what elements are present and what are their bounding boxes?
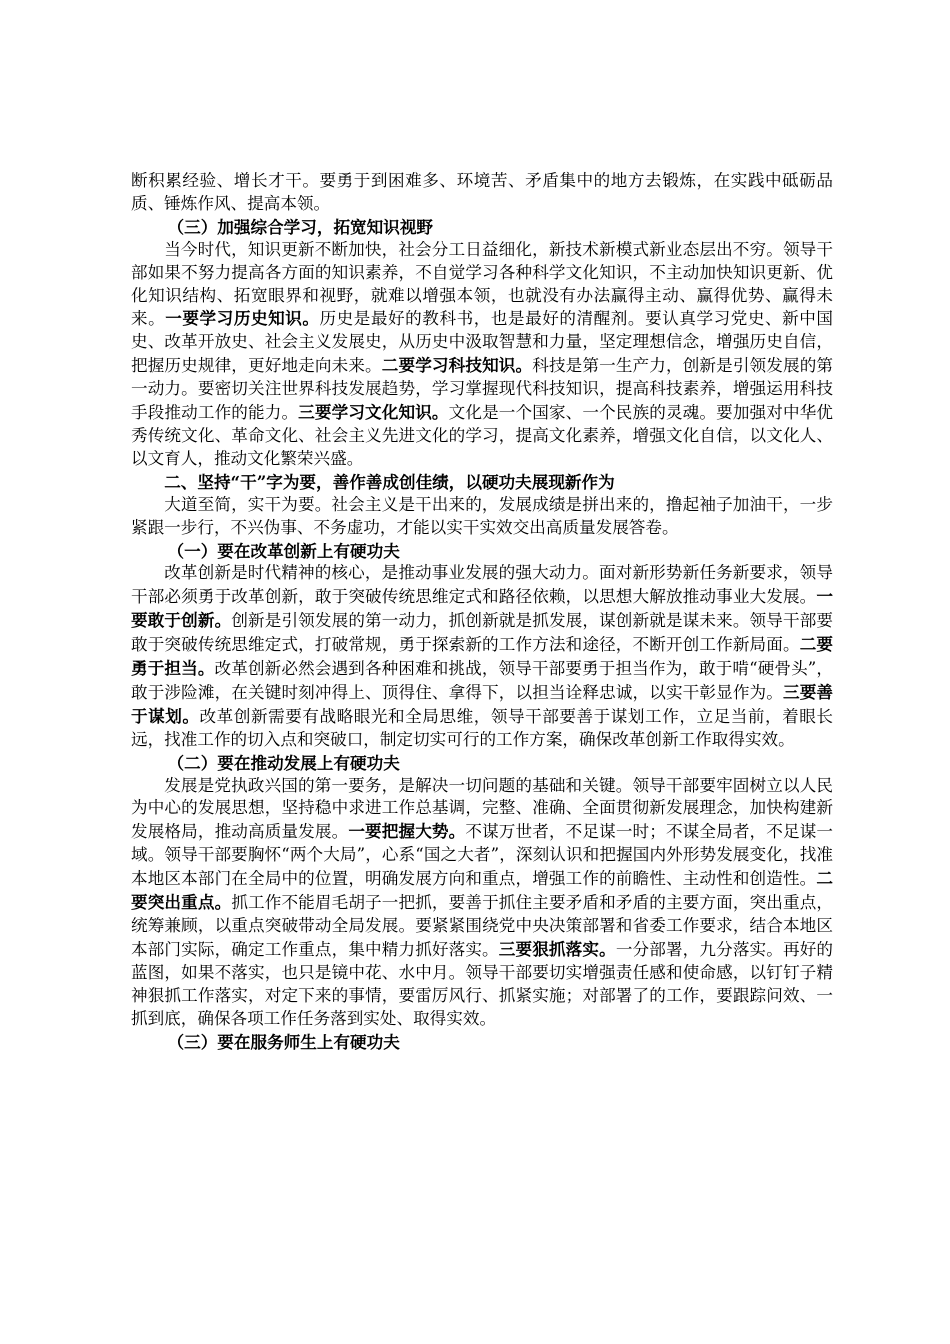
paragraph-text: （二）要在推动发展上有硬功夫 <box>167 752 400 773</box>
paragraph-text: 改革创新必然会遇到各种困难和挑战，领导干部要勇于担当作为，敢于啃“硬骨头”，敢于涉险滩，在关键时刻冲得上、顶得住、拿得下，以担当诠释忠诚，以实干彰显作为。 <box>131 659 833 702</box>
bold-lead-phrase: 一要敢于创新。 <box>131 586 833 631</box>
body-paragraph <box>131 170 833 216</box>
section-heading <box>131 471 833 494</box>
paragraph-text: 大道至简，实干为要。社会主义是干出来的，发展成绩是拼出来的，撸起袖子加油干，一步紧跟一步行，不兴伪事、不务虚功，才能以实干实效交出高质量发展答卷。 <box>131 494 833 537</box>
subsection-heading <box>131 216 833 239</box>
paragraph-text: 二、坚持“干”字为要，善作善成创佳绩，以硬功夫展现新作为 <box>164 471 615 492</box>
body-paragraph <box>131 775 833 1031</box>
subsection-heading <box>131 540 833 563</box>
paragraph-text: 一分部署，九分落实。再好的蓝图，如果不落实，也只是镜中花、水中月。领导干部要切实增强责任感和使命感，以钉钉子精神狠抓工作落实，对定下来的事情，要雷厉风行、抓紧实施；对部署了的工作，要跟踪问效、一抓到底，确保各项工作任务落到实处、取得实效。 <box>131 939 834 1028</box>
paragraph-text: （三）要在服务师生上有硬功夫 <box>167 1031 400 1052</box>
paragraph-text: 文化是一个国家、一个民族的灵魂。要加强对中华优秀传统文化、革命文化、社会主义先进文化的学习，提高文化素养，增强文化自信，以文化人、以文育人，推动文化繁荣兴盛。 <box>131 403 834 468</box>
paragraph-text: 发展是党执政兴国的第一要务，是解决一切问题的基础和关键。领导干部要牢固树立以人民为中心的发展思想，坚持稳中求进工作总基调，完整、准确、全面贯彻新发展理念，加快构建新发展格局，推动高质量发展。 <box>131 775 833 842</box>
bold-lead-phrase: 一要学习历史知识。 <box>165 308 320 329</box>
paragraph-text: 断积累经验、增长才干。要勇于到困难多、环境苦、矛盾集中的地方去锻炼，在实践中砥砺品质、锤炼作风、提高本领。 <box>131 171 833 213</box>
bold-lead-phrase: 二要学习科技知识。 <box>381 355 533 376</box>
bold-lead-phrase: 三要狠抓落实。 <box>498 938 616 959</box>
paragraph-text: 抓工作不能眉毛胡子一把抓，要善于抓住主要矛盾和矛盾的主要方面，突出重点，统筹兼顾，以重点突破带动全局发展。要紧紧围绕党中央决策部署和省委工作要求，结合本地区本部门实际，确定工作重点，集中精力抓好落实。 <box>131 893 834 959</box>
paragraph-text: （一）要在改革创新上有硬功夫 <box>167 540 400 561</box>
paragraph-text: 不谋万世者，不足谋一时；不谋全局者，不足谋一域。领导干部要胸怀“两个大局”，心系“国之大者”，深刻认识和把握国内外形势发展变化，找准本地区本部门在全局中的位置，明确发展方向和重点，增强工作的前瞻性、主动性和创造性。 <box>131 822 834 889</box>
paragraph-text: 改革创新是时代精神的核心，是推动事业发展的强大动力。面对新形势新任务新要求，领导干部必须勇于改革创新，敢于突破传统思维定式和路径依赖，以思想大解放推动事业大发展。 <box>131 563 833 607</box>
bold-lead-phrase: 二要突出重点。 <box>131 868 833 913</box>
bold-lead-phrase: 二要勇于担当。 <box>131 634 833 679</box>
subsection-heading <box>131 752 833 775</box>
paragraph-text: （三）加强综合学习，拓宽知识视野 <box>167 216 434 237</box>
bold-lead-phrase: 三要善于谋划。 <box>131 681 834 726</box>
paragraph-text: 科技是第一生产力，创新是引领发展的第一动力。要密切关注世界科技发展趋势，学习掌握现代科技知识，提高科技素养，增强运用科技手段推动工作的能力。 <box>131 356 834 423</box>
paragraph-text: 历史是最好的教科书，也是最好的清醒剂。要认真学习党史、新中国史、改革开放史、社会主义发展史，从历史中汲取智慧和力量，坚定理想信念，增强历史自信，把握历史规律，更好地走向未来。 <box>131 309 834 376</box>
subsection-heading <box>131 1031 833 1054</box>
paragraph-text: 当今时代，知识更新不断加快，社会分工日益细化，新技术新模式新业态层出不穷。领导干部如果不努力提高各方面的知识素养，不自觉学习各种科学文化知识，不主动加快知识更新、优化知识结构、拓宽眼界和视野，就难以增强本领，也就没有办法赢得主动、赢得优势、赢得未来。 <box>131 239 833 329</box>
bold-lead-phrase: 一要把握大势。 <box>348 821 466 842</box>
body-paragraph <box>131 239 833 471</box>
body-paragraph <box>131 562 833 751</box>
paragraph-text: 创新是引领发展的第一动力，抓创新就是抓发展，谋创新就是谋未来。领导干部要敢于突破传统思维定式，打破常规，勇于探索新的工作方法和途径，不断开创工作新局面。 <box>131 611 834 655</box>
bold-lead-phrase: 三要学习文化知识。 <box>298 402 449 423</box>
body-paragraph <box>131 494 833 540</box>
document-page <box>131 170 833 1053</box>
paragraph-text: 改革创新需要有战略眼光和全局思维，领导干部要善于谋划工作，立足当前，着眼长远，找准工作的切入点和突破口，制定切实可行的工作方案，确保改革创新工作取得实效。 <box>131 706 834 749</box>
